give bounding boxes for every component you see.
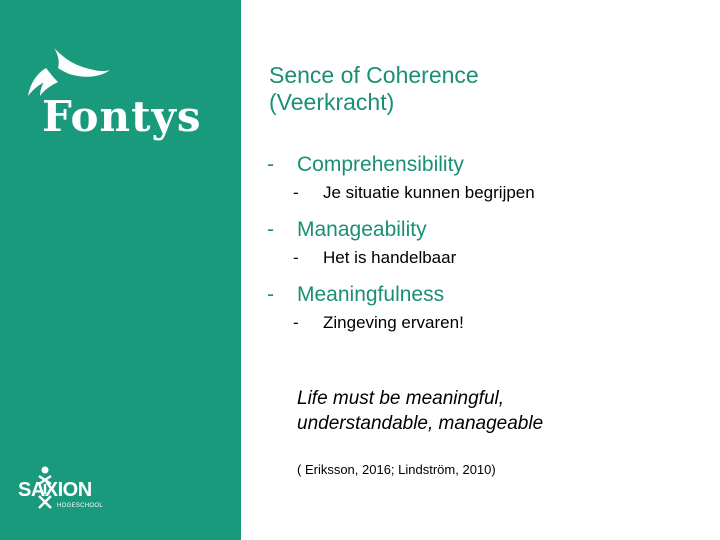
saxion-logo-sub: HOGESCHOOL (57, 503, 104, 509)
sub-bullet-text: Het is handelbaar (323, 248, 457, 267)
bullet-label: Meaningfulness (297, 283, 445, 306)
citation: ( Eriksson, 2016; Lindström, 2010) (297, 462, 496, 477)
bullet-label: Manageability (297, 218, 427, 241)
bullet-dash: - (267, 283, 274, 306)
bullet-item (267, 282, 707, 308)
bullet-list (267, 152, 707, 347)
bullet-dash: - (267, 153, 274, 176)
quote-line2: understandable, manageable (297, 413, 544, 434)
fontys-logo: Fontys (42, 92, 202, 141)
bullet-label: Comprehensibility (297, 153, 464, 176)
quote-line1: Life must be meaningful, (297, 388, 505, 409)
bullet-item (267, 217, 707, 243)
bullet-item (267, 152, 707, 178)
sidebar-panel (0, 0, 241, 540)
sub-bullet-item (267, 182, 707, 204)
sub-bullet-item (267, 312, 707, 334)
sub-bullet-text: Zingeving ervaren! (323, 313, 464, 332)
sub-bullet-text: Je situatie kunnen begrijpen (323, 183, 535, 202)
quote (297, 386, 697, 436)
sub-bullet-dash: - (293, 183, 299, 202)
sub-bullet-item (267, 247, 707, 269)
sub-bullet-dash: - (293, 313, 299, 332)
bullet-dash: - (267, 218, 274, 241)
slide-title-line2: (Veerkracht) (269, 89, 395, 115)
slide-title-line1: Sence of Coherence (269, 62, 479, 88)
slide-title (269, 62, 689, 116)
sub-bullet-dash: - (293, 248, 299, 267)
saxion-logo: SAXION (18, 479, 92, 501)
